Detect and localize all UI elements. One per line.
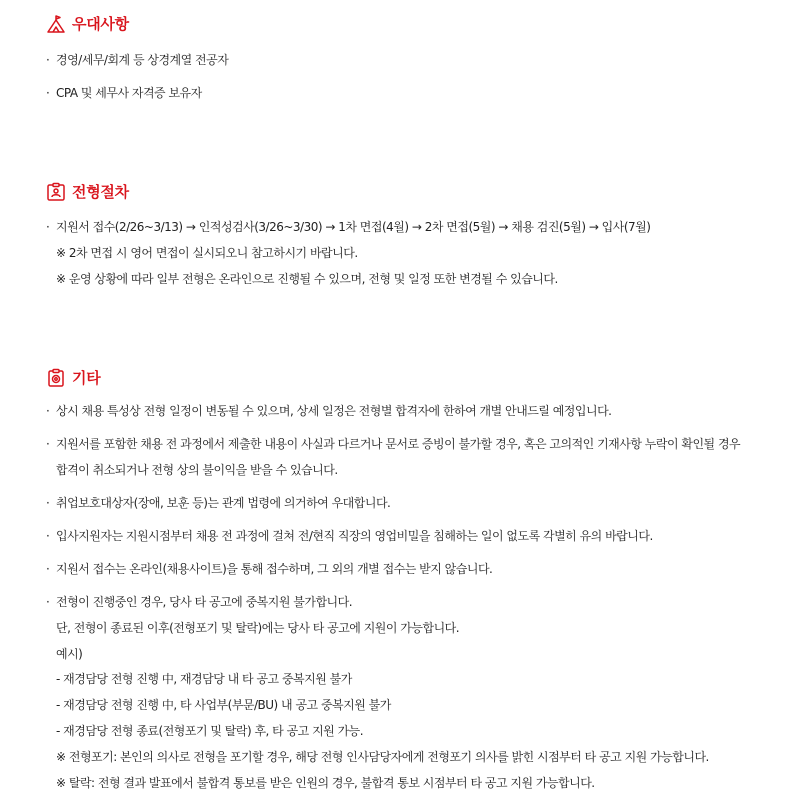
list-item: 상시 채용 특성상 전형 일정이 변동될 수 있으며, 상세 일정은 전형별 합격자에 한하여 개별 안내드릴 예정입니다. bbox=[56, 404, 612, 418]
list-item: CPA 및 세무사 자격증 보유자 bbox=[56, 86, 202, 100]
id-card-icon bbox=[46, 182, 66, 202]
example-heading: 예시) bbox=[56, 647, 83, 661]
list-item-continuation: 합격이 취소되거나 전형 상의 불이익을 받을 수 있습니다. bbox=[56, 463, 338, 477]
section-title-etc bbox=[46, 367, 100, 388]
section-title-preferred bbox=[46, 13, 129, 34]
section-title-label: 전형절차 bbox=[72, 183, 129, 201]
bullet-dot: · bbox=[46, 404, 50, 418]
list-item: 전형이 진행중인 경우, 당사 타 공고에 중복지원 불가합니다. bbox=[56, 595, 353, 609]
bullet-dot: · bbox=[46, 220, 50, 234]
document-stamp-icon bbox=[46, 368, 66, 388]
list-item: 지원서를 포함한 채용 전 과정에서 제출한 내용이 사실과 다르거나 문서로 증빙이 불가할 경우, 혹은 고의적인 기재사항 누락이 확인될 경우 bbox=[56, 437, 741, 451]
example-item: - 재경담당 전형 진행 中, 재경담당 내 타 공고 중복지원 불가 bbox=[56, 672, 352, 686]
section-title-process bbox=[46, 181, 129, 202]
bullet-dot: · bbox=[46, 437, 50, 451]
bullet-dot: · bbox=[46, 595, 50, 609]
list-item-continuation: 단, 전형이 종료된 이후(전형포기 및 탈락)에는 당사 타 공고에 지원이 가능합니다. bbox=[56, 621, 460, 635]
bullet-dot: · bbox=[46, 86, 50, 100]
bullet-dot: · bbox=[46, 53, 50, 67]
bullet-dot: · bbox=[46, 562, 50, 576]
list-item: 지원서 접수는 온라인(채용사이트)을 통해 접수하며, 그 외의 개별 접수는 받지 않습니다. bbox=[56, 562, 493, 576]
bullet-dot: · bbox=[46, 529, 50, 543]
section-title-label: 기타 bbox=[72, 369, 101, 387]
mountain-flag-icon bbox=[46, 14, 66, 34]
note-item: ※ 운영 상황에 따라 일부 전형은 온라인으로 진행될 수 있으며, 전형 및 일정 또한 변경될 수 있습니다. bbox=[56, 272, 558, 286]
list-item: 경영/세무/회계 등 상경계열 전공자 bbox=[56, 53, 229, 67]
note-item: ※ 전형포기: 본인의 의사로 전형을 포기할 경우, 해당 전형 인사담당자에게 전형포기 의사를 밝힌 시점부터 타 공고 지원 가능합니다. bbox=[56, 750, 709, 764]
bullet-dot: · bbox=[46, 496, 50, 510]
example-item: - 재경담당 전형 종료(전형포기 및 탈락) 후, 타 공고 지원 가능. bbox=[56, 724, 364, 738]
list-item: 지원서 접수(2/26~3/13) → 인적성검사(3/26~3/30) → 1차 면접(4월) → 2차 면접(5월) → 채용 검진(5월) → 입사(7월) bbox=[56, 220, 651, 234]
note-item: ※ 탈락: 전형 결과 발표에서 불합격 통보를 받은 인원의 경우, 불합격 통보 시점부터 타 공고 지원 가능합니다. bbox=[56, 776, 595, 790]
note-item: ※ 2차 면접 시 영어 면접이 실시되오니 참고하시기 바랍니다. bbox=[56, 246, 358, 260]
section-title-label: 우대사항 bbox=[72, 15, 129, 33]
list-item: 입사지원자는 지원시점부터 채용 전 과정에 걸쳐 전/현직 직장의 영업비밀을 침해하는 일이 없도록 각별히 유의 바랍니다. bbox=[56, 529, 653, 543]
list-item: 취업보호대상자(장애, 보훈 등)는 관계 법령에 의거하여 우대합니다. bbox=[56, 496, 391, 510]
example-item: - 재경담당 전형 진행 中, 타 사업부(부문/BU) 내 공고 중복지원 불가 bbox=[56, 698, 391, 712]
